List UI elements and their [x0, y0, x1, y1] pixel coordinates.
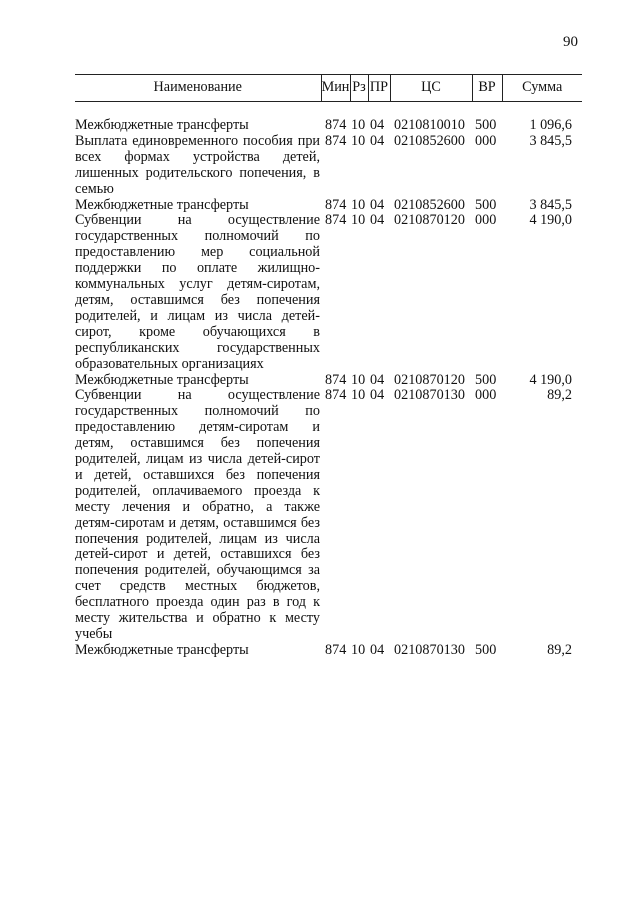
row-vr: 500: [475, 371, 497, 388]
row-sum: 4 190,0: [529, 371, 572, 388]
row-cs: 0210870120: [394, 371, 465, 388]
table-row: [75, 213, 582, 372]
row-min: 874: [325, 196, 347, 213]
row-min: 874: [325, 387, 347, 404]
row-min: 874: [325, 641, 347, 658]
header-sum: Сумма: [502, 75, 582, 102]
row-rz: 10: [351, 387, 366, 404]
table-row: [75, 134, 582, 198]
header-name: Наименование: [75, 75, 321, 102]
row-vr: 500: [475, 196, 497, 213]
row-pr: 04: [370, 371, 385, 388]
page-number: 90: [563, 34, 578, 50]
table-row: [75, 643, 582, 659]
row-pr: 04: [370, 641, 385, 658]
row-rz: 10: [351, 132, 366, 149]
row-min: 874: [325, 212, 347, 229]
header-pr: ПР: [368, 75, 390, 102]
row-cs: 0210870120: [394, 212, 465, 229]
header-rz: Рз: [350, 75, 368, 102]
table-row: [75, 373, 582, 389]
row-pr: 04: [370, 387, 385, 404]
row-min: 874: [325, 117, 347, 133]
row-vr: 500: [475, 117, 497, 133]
row-rz: 10: [351, 117, 366, 133]
row-sum: 1 096,6: [529, 117, 572, 133]
row-min: 874: [325, 371, 347, 388]
row-vr: 000: [475, 387, 497, 404]
row-min: 874: [325, 132, 347, 149]
row-cs: 0210870130: [394, 387, 465, 404]
row-sum: 89,2: [547, 387, 572, 404]
row-sum: 3 845,5: [529, 132, 572, 149]
row-pr: 04: [370, 196, 385, 213]
row-vr: 000: [475, 212, 497, 229]
row-sum: 3 845,5: [529, 196, 572, 213]
header-vr: ВР: [472, 75, 502, 102]
table-row: [75, 388, 582, 643]
row-name: Межбюджетные трансферты: [75, 117, 249, 133]
row-cs: 0210810010: [394, 117, 465, 133]
row-rz: 10: [351, 641, 366, 658]
row-name: Выплата единовременного пособия при всех формах устройства детей, лишенных родительского попечения, в семью: [75, 132, 320, 197]
row-sum: 89,2: [547, 641, 572, 658]
row-rz: 10: [351, 371, 366, 388]
row-name: Межбюджетные трансферты: [75, 641, 249, 658]
row-rz: 10: [351, 196, 366, 213]
row-cs: 0210852600: [394, 132, 465, 149]
row-cs: 0210852600: [394, 196, 465, 213]
header-cs: ЦС: [390, 75, 472, 102]
row-name: Межбюджетные трансферты: [75, 371, 249, 388]
budget-table: [75, 74, 582, 659]
table-row: [75, 118, 582, 134]
row-pr: 04: [370, 117, 385, 133]
row-name: Субвенции на осуществление государственных полномочий по предоставлению мер социальной поддержки по оплате жилищно-коммунальных услуг детям-сиротам, детям, оставшимся без попечения родителей, и лицам из числа детей-сирот, кроме обучающихся в республиканских государственных образовательных организациях: [75, 212, 320, 372]
row-vr: 500: [475, 641, 497, 658]
table-header-row: [75, 75, 582, 102]
row-vr: 000: [475, 132, 497, 149]
row-pr: 04: [370, 212, 385, 229]
row-pr: 04: [370, 132, 385, 149]
header-min: Мин: [321, 75, 350, 102]
row-name: Субвенции на осуществление государственных полномочий по предоставлению детям-сиротам и детям, оставшимся без попечения родителей, лицам из числа детей-сирот и детей, оставшихся без попечения родителей, оплачиваемого проезда к месту лечения и обратно, а также детям-сиротам и детям, оставшимся без попечения родителей, лицам из числа детей-сирот и детей, оставшихся без попечения родителей, обучающимся за счет средств местных бюджетов, бесплатного проезда один раз в год к месту жительства и обратно к месту учебы: [75, 387, 320, 642]
row-cs: 0210870130: [394, 641, 465, 658]
table-row: [75, 198, 582, 214]
row-sum: 4 190,0: [529, 212, 572, 229]
row-name: Межбюджетные трансферты: [75, 196, 249, 213]
row-rz: 10: [351, 212, 366, 229]
